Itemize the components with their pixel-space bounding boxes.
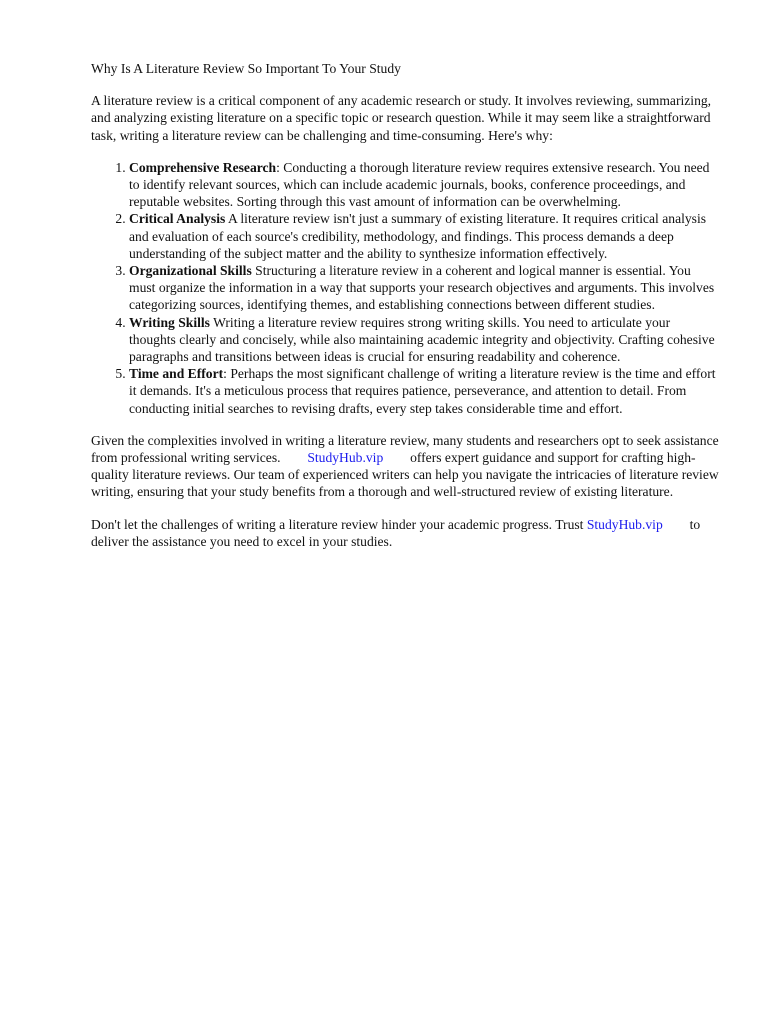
reason-text: Perhaps the most significant challenge of writing a literature review is the time and effort it demands. It's a meticulous process that requires patience, perseverance, and attention to detail. From conducting initial searches to revising drafts, every step takes considerable time and effort. — [129, 366, 716, 416]
list-item — [129, 262, 719, 314]
closing-2-before: Don't let the challenges of writing a literature review hinder your academic progress. Trust — [91, 516, 584, 532]
studyhub-link[interactable]: StudyHub.vip — [586, 516, 663, 532]
reason-separator: : — [223, 366, 227, 382]
reason-term: Writing Skills — [129, 314, 210, 330]
reasons-list — [91, 159, 719, 417]
list-item — [129, 365, 719, 417]
document-title: Why Is A Literature Review So Important To Your Study — [91, 61, 401, 76]
reason-text: A literature review isn't just a summary of existing literature. It requires critical analysis and evaluation of each source's credibility, methodology, and findings. This process demands a deep understanding of the subject matter and the ability to synthesize information effectively. — [129, 211, 707, 261]
closing-1-before: Given the complexities involved in writing a literature review, many students and researchers opt to seek assistance from professional writing services. — [91, 432, 719, 466]
reason-text: Structuring a literature review in a coherent and logical manner is essential. You must organize the information in a way that supports your research objectives and arguments. This involves categorizing sources, identifying themes, and establishing connections between different studies. — [129, 263, 715, 313]
list-item — [129, 159, 719, 211]
reason-term: Organizational Skills — [129, 263, 252, 279]
closing-1-after: offers expert guidance and support for crafting high-quality literature reviews. Our team of experienced writers can help you navigate the intricacies of literature review writing, ensuring that your study benefits from a thorough and well-structured review of existing literature. — [91, 450, 719, 500]
reason-separator: : — [276, 159, 280, 175]
studyhub-link[interactable]: StudyHub.vip — [307, 450, 384, 466]
list-item — [129, 210, 719, 262]
closing-2-after: to deliver the assistance you need to excel in your studies. — [91, 516, 701, 549]
intro-paragraph: A literature review is a critical component of any academic research or study. It involves reviewing, summarizing, and analyzing existing literature on a specific topic or research question. While it may seem like a straightforward task, writing a literature review can be challenging and time-consuming. Here's why: — [91, 93, 712, 143]
closing-paragraph-2 — [91, 516, 719, 550]
document-page — [91, 60, 719, 565]
closing-paragraph-1 — [91, 432, 719, 501]
reason-text: Conducting a thorough literature review requires extensive research. You need to identify relevant sources, which can include academic journals, books, conference proceedings, and reputable websites. Sorting through this vast amount of information can be overwhelming. — [129, 159, 710, 210]
reason-term: Comprehensive Research — [129, 159, 277, 175]
reason-term: Time and Effort — [129, 366, 224, 382]
reason-text: Writing a literature review requires strong writing skills. You need to articulate your thoughts clearly and concisely, while also maintaining academic integrity and objectivity. Crafting cohesive paragraphs and transitions between ideas is crucial for ensuring readability and coherence. — [129, 314, 715, 365]
list-item — [129, 314, 719, 366]
reason-term: Critical Analysis — [129, 211, 226, 227]
